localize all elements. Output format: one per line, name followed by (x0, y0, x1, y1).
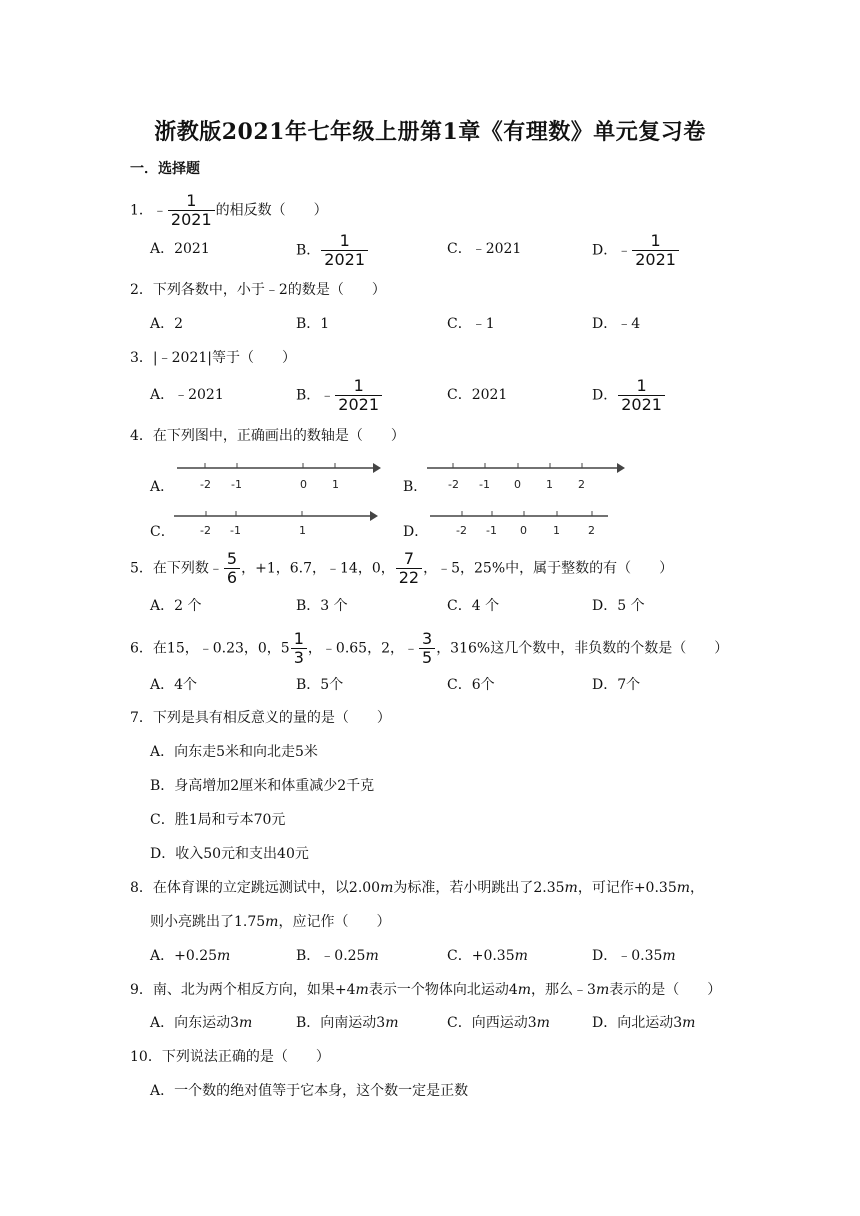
tick-label: 1 (546, 478, 553, 491)
section-heading: 一．选择题 (130, 161, 200, 177)
option-b[interactable]: B． (403, 479, 428, 495)
tick-label: -2 (456, 524, 467, 537)
option-c[interactable]: C．6个 (447, 677, 495, 693)
question-3: 3．|﹣2021|等于（ ） (130, 350, 296, 366)
option-a[interactable]: A．4个 (150, 677, 198, 693)
option-d[interactable]: D．﹣ $\frac{1}{2021}$ (592, 232, 680, 269)
option-a[interactable]: A．2021 (150, 241, 210, 257)
tick-label: 1 (299, 524, 306, 537)
question-2: 2．下列各数中，小于﹣2的数是（ ） (130, 282, 386, 298)
tick-label: 0 (300, 478, 307, 491)
tick-label: 0 (514, 478, 521, 491)
fraction: $\frac{1}{2021}$ (168, 192, 215, 229)
question-5: 5．在下列数﹣ $\frac{5}{6}$ ，+1，6.7，﹣14，0， $\frac{7}{22}$ ，﹣5，25%中，属于整数的有（ ） (130, 549, 674, 587)
number-line-c (172, 506, 382, 544)
question-8-line-1: 8．在体育课的立定跳远测试中，以2.00m为标准，若小明跳出了2.35m，可记作+0.35m， (130, 880, 705, 896)
option-c[interactable]: C．向西运动3m (447, 1015, 550, 1031)
tick-label: 2 (578, 478, 585, 491)
tick-label: -2 (448, 478, 459, 491)
tick-label: -2 (200, 478, 211, 491)
tick-label: 1 (332, 478, 339, 491)
option-c[interactable]: C．4 个 (447, 598, 500, 614)
option-a[interactable]: A．2 个 (150, 598, 202, 614)
tick-label: -1 (231, 478, 242, 491)
tick-label: -1 (230, 524, 241, 537)
option-a[interactable]: A．一个数的绝对值等于它本身，这个数一定是正数 (150, 1083, 469, 1099)
option-c[interactable]: C．﹣2021 (447, 241, 522, 257)
tick-label: -1 (486, 524, 497, 537)
option-c[interactable]: C．胜1局和亏本70元 (150, 812, 286, 828)
option-a[interactable]: A．向东运动3m (150, 1015, 253, 1031)
option-c[interactable]: C．2021 (447, 387, 508, 403)
page-title: 浙教版2021年七年级上册第1章《有理数》单元复习卷 (154, 119, 706, 145)
number-line-a (175, 458, 385, 496)
question-4: 4．在下列图中，正确画出的数轴是（ ） (130, 428, 405, 444)
option-b[interactable]: B．向南运动3m (296, 1015, 399, 1031)
option-b[interactable]: B．3 个 (296, 598, 348, 614)
option-d[interactable]: D．收入50元和支出40元 (150, 846, 309, 862)
option-d[interactable]: D．向北运动3m (592, 1015, 696, 1031)
option-a[interactable]: A．向东走5米和向北走5米 (150, 744, 318, 760)
option-a[interactable]: A．+0.25m (150, 948, 231, 964)
question-1: 1．﹣ $\frac{1}{2021}$ 的相反数（ ） (130, 191, 328, 229)
option-b[interactable]: B．﹣0.25m (296, 948, 379, 964)
tick-label: -1 (479, 478, 490, 491)
option-a[interactable]: A． (150, 479, 175, 495)
option-b[interactable]: B．﹣ $\frac{1}{2021}$ (296, 377, 383, 414)
option-d[interactable]: D．5 个 (592, 598, 645, 614)
option-d[interactable]: D．7个 (592, 677, 641, 693)
question-7: 7．下列是具有相反意义的量的是（ ） (130, 710, 391, 726)
option-a[interactable]: A．2 (150, 316, 184, 332)
tick-label: 1 (553, 524, 560, 537)
option-c[interactable]: C． (150, 524, 175, 540)
option-b[interactable]: B．1 (296, 316, 330, 332)
option-d[interactable]: D．﹣0.35m (592, 948, 676, 964)
question-10: 10．下列说法正确的是（ ） (130, 1049, 330, 1065)
tick-label: 2 (588, 524, 595, 537)
question-8-line-2: 则小亮跳出了1.75m，应记作（ ） (150, 914, 391, 930)
option-d[interactable]: D．﹣4 (592, 316, 641, 332)
option-d[interactable]: D． (403, 524, 429, 540)
option-b[interactable]: B．5个 (296, 677, 344, 693)
question-6: 6．在15，﹣0.23，0，5 $\frac{1}{3}$ ，﹣0.65，2，﹣ $\frac{3}{5}$ ，316%这几个数中，非负数的个数是（ ） (130, 629, 729, 667)
option-c[interactable]: C．﹣1 (447, 316, 495, 332)
option-d[interactable]: D． $\frac{1}{2021}$ (592, 377, 666, 414)
question-9: 9．南、北为两个相反方向，如果+4m表示一个物体向北运动4m，那么﹣3m表示的是（ ） (130, 982, 722, 998)
option-c[interactable]: C．+0.35m (447, 948, 528, 964)
option-a[interactable]: A．﹣2021 (150, 387, 224, 403)
option-b[interactable]: B． $\frac{1}{2021}$ (296, 232, 369, 269)
option-b[interactable]: B．身高增加2厘米和体重减少2千克 (150, 778, 375, 794)
number-line-b (425, 458, 630, 496)
tick-label: 0 (520, 524, 527, 537)
number-line-d (428, 506, 618, 544)
tick-label: -2 (200, 524, 211, 537)
